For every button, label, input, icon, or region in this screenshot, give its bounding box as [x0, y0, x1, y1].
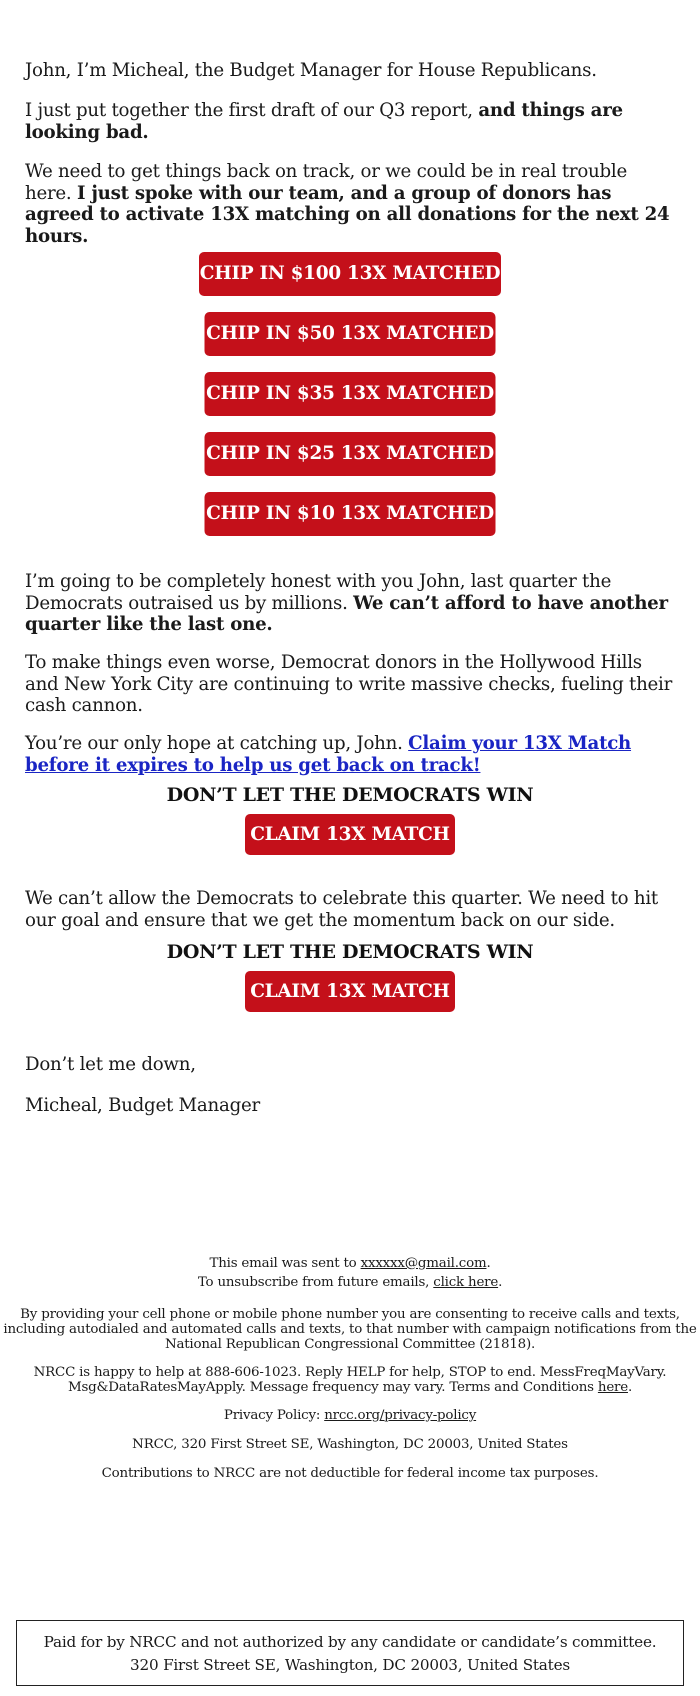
consent-line-2: including autodialed and automated calls and texts, to that number with campaign notifications from the	[3, 1322, 697, 1337]
middle-text-7: We can’t allow the Democrats to celebrate this quarter. We need to hit our goal and ensure that we get the momentum back on our side.	[25, 888, 658, 931]
headline-dont-let-democrats-win-2: DON’T LET THE DEMOCRATS WIN	[166, 941, 534, 963]
chip-in-25-button[interactable]: CHIP IN $25 13X MATCHED	[205, 432, 496, 476]
signature	[25, 1095, 675, 1117]
unsubscribe-suffix: .	[498, 1275, 503, 1290]
privacy-policy-line	[0, 1408, 700, 1424]
address-line: NRCC, 320 First Street SE, Washington, DC 20003, United States	[132, 1437, 568, 1452]
email-footer	[0, 1256, 700, 1486]
privacy-prefix: Privacy Policy:	[223, 1408, 325, 1423]
help-line-1: NRCC is happy to help at 888-606-1023. Reply HELP for help, STOP to end. MessFreqMayVary.	[33, 1365, 667, 1380]
intro-text-1: John, I’m Micheal, the Budget Manager for House Republicans.	[25, 60, 597, 81]
middle-paragraph-5	[25, 652, 675, 717]
chip-in-35-button[interactable]: CHIP IN $35 13X MATCHED	[205, 372, 496, 416]
help-line-2-prefix: Msg&DataRatesMayApply. Message frequency may vary. Terms and Conditions	[67, 1380, 598, 1395]
middle-text-4-bold: We can’t afford to have another quarter like the last one.	[25, 592, 668, 635]
privacy-policy-link[interactable]: nrcc.org/privacy-policy	[324, 1408, 477, 1423]
signoff-text: Don’t let me down,	[25, 1054, 196, 1075]
middle-paragraph-6	[25, 733, 675, 776]
intro-paragraph-2	[25, 100, 675, 143]
signature-text: Micheal, Budget Manager	[25, 1095, 260, 1116]
consent-line-3: National Republican Congressional Committee (21818).	[164, 1337, 536, 1352]
help-line-2	[0, 1380, 700, 1396]
claim-match-button-2[interactable]: CLAIM 13X MATCH	[245, 971, 455, 1012]
unsubscribe-line	[0, 1275, 700, 1291]
middle-text-4: I’m going to be completely honest with you John, last quarter the Democrats outraised us by millions.	[25, 571, 612, 614]
unsubscribe-prefix: To unsubscribe from future emails,	[197, 1275, 434, 1290]
sent-to-prefix: This email was sent to	[209, 1256, 361, 1271]
paid-for-text: Paid for by NRCC and not authorized by any candidate or candidate’s committee. 320 First Street SE, Washington, DC 20003, United States	[43, 1633, 657, 1674]
help-line-2-suffix: .	[627, 1380, 633, 1395]
middle-text-6: You’re our only hope at catching up, John.	[25, 733, 409, 754]
intro-paragraph-3	[25, 161, 675, 247]
middle-text-5: To make things even worse, Democrat donors in the Hollywood Hills and New York City are continuing to write massive checks, fueling their cash cannon.	[25, 652, 673, 716]
intro-text-3-bold: I just spoke with our team, and a group of donors has agreed to activate 13X matching on all donations for the next 24 hours.	[25, 182, 670, 247]
claim-match-button-1[interactable]: CLAIM 13X MATCH	[245, 814, 455, 855]
tax-note-line: Contributions to NRCC are not deductible for federal income tax purposes.	[101, 1466, 599, 1481]
chip-in-100-button[interactable]: CHIP IN $100 13X MATCHED	[199, 252, 501, 296]
intro-text-2-bold: and things are looking bad.	[25, 100, 623, 143]
chip-in-50-button[interactable]: CHIP IN $50 13X MATCHED	[205, 312, 496, 356]
terms-here-link[interactable]: here	[597, 1380, 628, 1395]
intro-text-3: We need to get things back on track, or we could be in real trouble here.	[25, 161, 627, 204]
middle-paragraph-4	[25, 571, 675, 636]
unsubscribe-link[interactable]: click here	[433, 1275, 499, 1290]
email-body	[25, 0, 675, 1200]
claim-match-link[interactable]: Claim your 13X Match before it expires to help us get back on track!	[25, 733, 632, 776]
middle-paragraph-7	[25, 888, 675, 931]
headline-dont-let-democrats-win-1: DON’T LET THE DEMOCRATS WIN	[166, 784, 534, 806]
sent-to-suffix: .	[486, 1256, 491, 1271]
signoff	[25, 1054, 675, 1076]
intro-text-2: I just put together the first draft of our Q3 report,	[25, 100, 479, 121]
intro-paragraph-1	[25, 60, 675, 82]
chip-in-10-button[interactable]: CHIP IN $10 13X MATCHED	[205, 492, 496, 536]
paid-for-disclaimer-box	[16, 1620, 684, 1686]
recipient-email-link[interactable]: xxxxxx@gmail.com	[360, 1256, 487, 1271]
sent-to-line	[0, 1256, 700, 1272]
consent-line-1: By providing your cell phone or mobile phone number you are consenting to receive calls and texts,	[20, 1307, 680, 1322]
